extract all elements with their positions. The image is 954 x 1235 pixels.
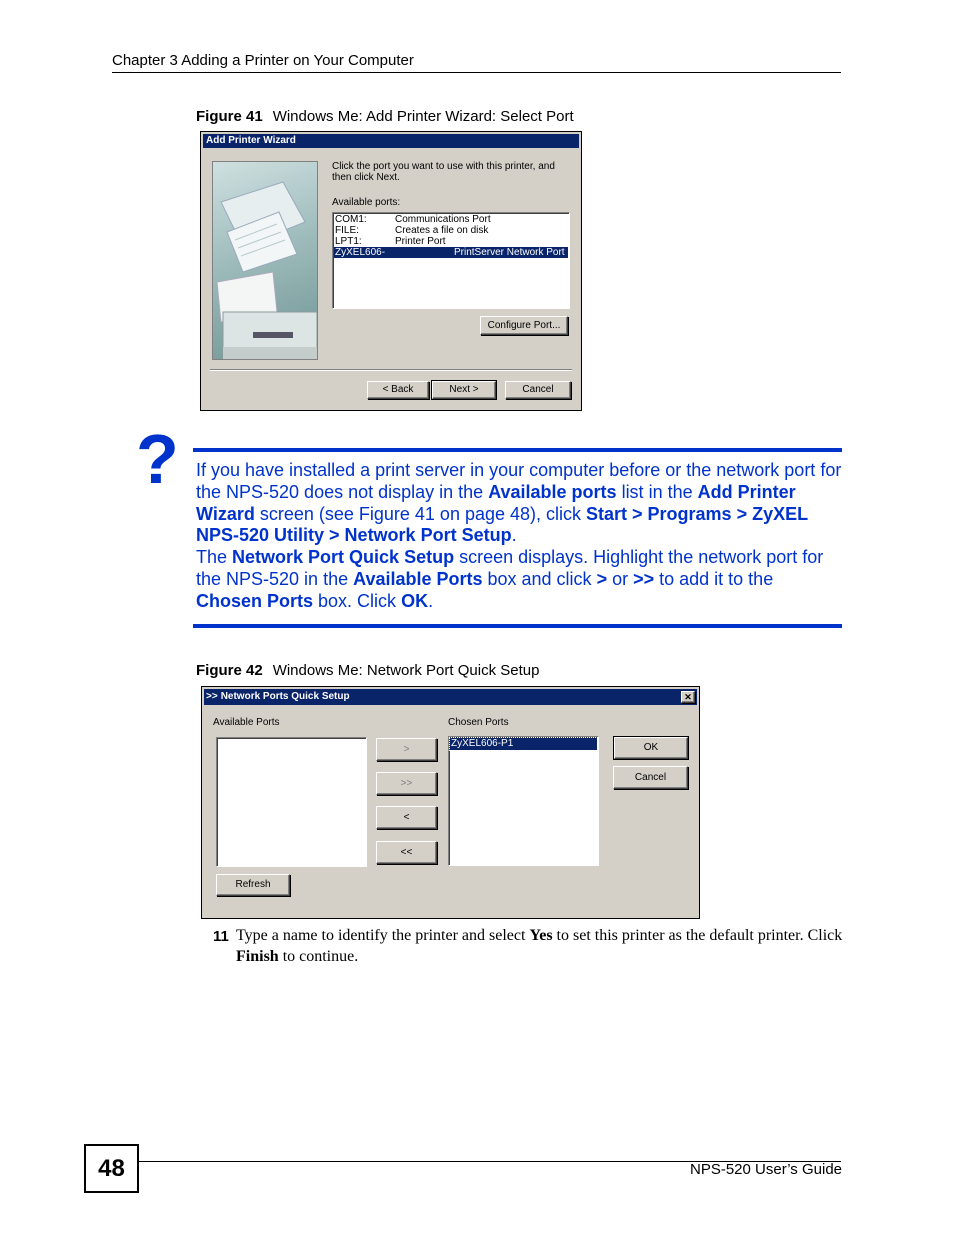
bold-term: Available Ports [353, 568, 483, 589]
port-name: LPT1: [335, 236, 362, 247]
chapter-header: Chapter 3 Adding a Printer on Your Computer [112, 52, 414, 69]
port-name: COM1: [335, 214, 367, 225]
available-ports-list[interactable] [216, 737, 367, 867]
ok-button[interactable]: OK [614, 737, 688, 759]
remove-button[interactable]: < [376, 806, 437, 829]
note-paragraph-1 [196, 460, 842, 547]
bold-term: Available ports [488, 481, 617, 502]
text-run: . [511, 525, 517, 546]
note-paragraph-2 [196, 547, 842, 612]
note-bottom-rule [193, 624, 842, 628]
figure42-label: Figure 42 [196, 662, 263, 679]
question-mark-icon: ? [136, 420, 179, 498]
chosen-port-item[interactable]: ZyXEL606-P1 [450, 738, 597, 750]
separator [210, 369, 572, 371]
port-description: PrintServer Network Port [454, 247, 565, 258]
add-all-button[interactable]: >> [376, 772, 437, 795]
port-row[interactable] [334, 214, 568, 225]
chosen-ports-list[interactable] [448, 736, 599, 866]
bold-term: Start > Programs > ZyXEL NPS-520 Utility > Network Port Setup [196, 503, 808, 546]
port-row[interactable] [334, 225, 568, 236]
close-icon[interactable]: ✕ [681, 691, 695, 703]
bold-term: > [596, 568, 608, 589]
step-text [236, 925, 843, 967]
remove-all-button[interactable]: << [376, 841, 437, 864]
port-name: ZyXEL606-P1 [335, 247, 386, 269]
available-ports-list[interactable] [332, 212, 570, 309]
add-printer-wizard-dialog [200, 131, 582, 411]
figure41-label: Figure 41 [196, 108, 263, 125]
text-run: Type a name to identify the printer and select [236, 927, 530, 944]
printer-image [213, 162, 317, 359]
text-run: to set this printer as the default printer. Click [552, 927, 843, 944]
text-run: list in the [616, 481, 698, 502]
bold-term: Chosen Ports [196, 590, 314, 611]
port-description: Printer Port [395, 236, 446, 247]
text-run: If you have installed a print server in your computer before or the network port for the NPS-520 does not display in the [196, 460, 842, 502]
text-run: screen (see Figure 41 on page 48), click [254, 503, 587, 524]
printer-illustration [212, 161, 318, 360]
dialog-title-bar [204, 689, 697, 705]
text-run: to continue. [278, 948, 359, 965]
wizard-instruction: Click the port you want to use with this printer, and then click Next. [332, 161, 555, 183]
guide-title: NPS-520 User’s Guide [689, 1161, 842, 1178]
port-name: FILE: [335, 225, 359, 236]
add-button[interactable]: > [376, 738, 437, 761]
chosen-ports-label: Chosen Ports [448, 717, 509, 728]
bold-term: Add Printer Wizard [196, 481, 796, 524]
figure42-caption-text: Windows Me: Network Port Quick Setup [272, 662, 540, 679]
configure-port-button[interactable]: Configure Port... [480, 316, 568, 335]
bold-term: Finish [236, 948, 279, 965]
bold-term: OK [401, 590, 429, 611]
port-description: Communications Port [395, 214, 491, 225]
port-row[interactable] [334, 247, 568, 269]
network-ports-quick-setup-dialog [201, 686, 700, 919]
dialog-title: Network Ports Quick Setup [220, 691, 350, 702]
header-rule [112, 72, 841, 73]
text-run: screen displays. Highlight the network port for the NPS-520 in the [196, 547, 824, 589]
text-run: . [428, 590, 434, 611]
refresh-button[interactable]: Refresh [216, 874, 290, 896]
step-number: 11 [213, 928, 229, 945]
cancel-button[interactable]: Cancel [613, 766, 688, 789]
bold-term: >> [633, 568, 655, 589]
text-run: The [196, 547, 233, 568]
available-ports-label: Available Ports [213, 717, 280, 728]
bold-term: Network Port Quick Setup [232, 547, 455, 568]
step-11 [213, 925, 843, 967]
port-row[interactable] [334, 236, 568, 247]
note-text [196, 460, 842, 613]
bold-term: Yes [529, 927, 553, 944]
port-description: Creates a file on disk [395, 225, 489, 236]
back-button[interactable]: < Back [367, 381, 429, 399]
text-run: box. Click [313, 590, 402, 611]
text-run: to add it to the [654, 568, 774, 589]
app-icon: >> [206, 691, 218, 702]
figure41-caption-text: Windows Me: Add Printer Wizard: Select Port [272, 108, 574, 125]
text-run: box and click [482, 568, 597, 589]
page-number: 48 [84, 1144, 139, 1193]
figure42-caption [196, 662, 539, 679]
cancel-button[interactable]: Cancel [505, 381, 571, 399]
available-ports-label: Available ports: [332, 197, 401, 208]
dialog-title: Add Printer Wizard [203, 134, 579, 148]
text-run: or [607, 568, 634, 589]
next-button[interactable]: Next > [432, 381, 496, 399]
figure41-caption [196, 108, 574, 125]
note-top-rule [193, 448, 842, 452]
